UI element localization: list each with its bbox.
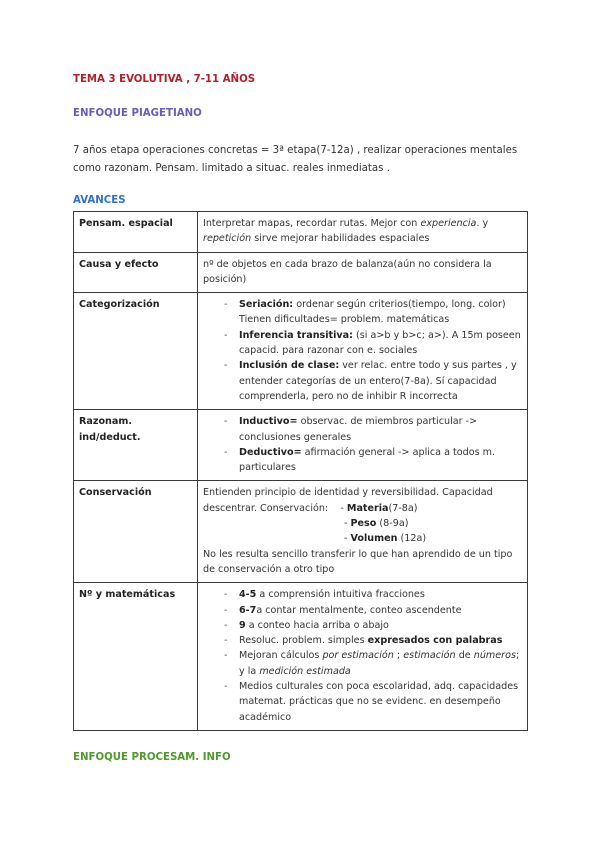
emphasis: experiencia [420, 218, 477, 229]
row-label: Pensam. espacial [74, 212, 198, 253]
term: Inferencia transitiva: [239, 329, 353, 341]
section-heading-procesam-info: ENFOQUE PROCESAM. INFO [73, 752, 231, 763]
text: (7-8a) [388, 502, 418, 514]
emphasis: números [473, 650, 516, 662]
term: Deductivo= [239, 446, 302, 458]
dash-list [203, 587, 522, 725]
sub-item: - Peso (8-9a) [344, 518, 409, 530]
row-label: Categorización [74, 293, 198, 410]
dash-list [203, 297, 522, 404]
emphasis: estimación [403, 650, 456, 662]
term: expresados con palabras [367, 635, 503, 647]
term: Inductivo= [239, 416, 298, 428]
list-item [203, 297, 522, 328]
emphasis: medición estimada [259, 665, 351, 677]
list-item [203, 633, 522, 648]
text: ; [393, 650, 404, 662]
text: Interpretar mapas, recordar rutas. Mejor con [203, 218, 421, 229]
document-title: TEMA 3 EVOLUTIVA , 7-11 AÑOS [73, 74, 256, 85]
term: 9 [239, 619, 246, 631]
term: 6-7 [239, 604, 257, 616]
text: afirmación general -> aplica a todos m. particulares [239, 446, 496, 474]
section-heading-avances: AVANCES [73, 195, 126, 206]
row-content [198, 293, 528, 410]
sub-item: - Materia(7-8a) [340, 502, 418, 514]
text: Medios culturales con poca escolaridad, adq. capacidades matemat. prácticas que no se evidenc. en desempeño académico [239, 681, 519, 723]
text: No les resulta sencillo transferir lo que han aprendido de un tipo de conservación a otro tipo [203, 548, 513, 575]
sub-item: - Volumen (12a) [344, 533, 427, 545]
text: Resoluc. problem. simples [239, 635, 368, 647]
row-content [198, 481, 528, 583]
table-row [74, 252, 528, 293]
text: a conteo hacia arriba o abajo [245, 619, 389, 631]
list-item [203, 679, 522, 725]
emphasis: repetición [203, 233, 252, 245]
section-heading-piagetiano: ENFOQUE PIAGETIANO [73, 108, 202, 119]
list-item [203, 618, 522, 633]
row-content [198, 410, 528, 481]
list-item [203, 445, 522, 476]
row-content: nº de objetos en cada brazo de balanza(aún no considera la posición) [198, 252, 528, 293]
text: de [455, 650, 474, 662]
list-item [203, 587, 522, 602]
row-content [198, 583, 528, 731]
text: . y [476, 218, 489, 229]
list-item [203, 414, 522, 445]
intro-paragraph: 7 años etapa operaciones concretas = 3ª etapa(7-12a) , realizar operaciones mentales como razonam. Pensam. limitado a situac. reales inmediatas . [73, 145, 518, 174]
row-label: Conservación [74, 481, 198, 583]
term: 4-5 [239, 589, 257, 601]
text: ver relac. entre todo y sus partes , y entender categorías de un entero(7-8a). Sí capacidad comprenderla, pero no de inhibir R incorrecta [239, 360, 517, 402]
text: a contar mentalmente, conteo ascendente [256, 604, 462, 616]
row-label: Causa y efecto [74, 252, 198, 293]
text: Entienden principio de identidad y reversibilidad. Capacidad descentrar. Conservación: [203, 487, 493, 514]
term: Inclusión de clase: [239, 360, 340, 372]
text: ordenar según criterios(tiempo, long. color) Tienen dificultades= problem. matemáticas [239, 299, 506, 326]
table-row [74, 481, 528, 583]
term: Seriación: [239, 299, 294, 311]
row-label: Nº y matemáticas [74, 583, 198, 731]
table-row [74, 212, 528, 253]
table-row [74, 583, 528, 731]
text: a comprensión intuitiva fracciones [256, 589, 425, 601]
text: ; y la [239, 650, 520, 677]
term: Materia [346, 502, 389, 514]
text: observac. de miembros particular -> conclusiones generales [239, 416, 478, 443]
list-item [203, 328, 522, 359]
list-item [203, 358, 522, 404]
dash-list [203, 414, 522, 475]
text: Mejoran cálculos [239, 650, 323, 662]
avances-table [73, 211, 528, 731]
text: (12a) [397, 533, 427, 545]
row-label: Razonam. ind/deduct. [74, 410, 198, 481]
text: (8-9a) [376, 518, 409, 530]
list-item [203, 648, 522, 679]
emphasis: por estimación [322, 650, 394, 662]
term: Volumen [350, 533, 398, 545]
row-content [198, 212, 528, 253]
text: (si a>b y b>c; a>). A 15m poseen capacid. para razonar con e. sociales [239, 329, 521, 357]
text: sirve mejorar habilidades espaciales [251, 233, 430, 245]
list-item [203, 603, 522, 618]
table-row [74, 293, 528, 410]
table-row [74, 410, 528, 481]
term: Peso [350, 518, 377, 530]
